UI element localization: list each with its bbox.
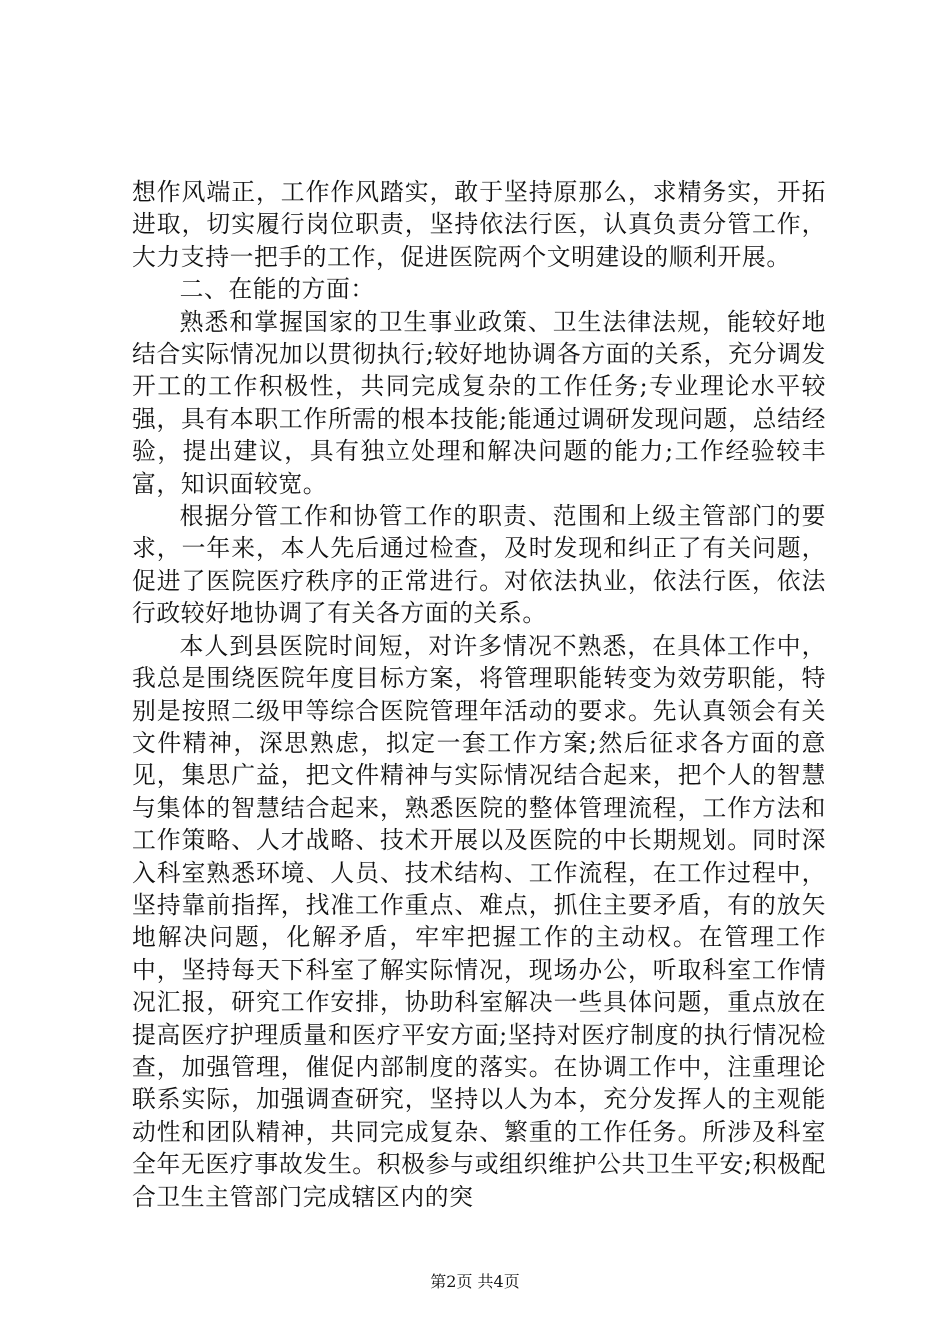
paragraph-duties: 根据分管工作和协管工作的职责、范围和上级主管部门的要求，一年来，本人先后通过检查，及时发现和纠正了有关问题，促进了医院医疗秩序的正常进行。对依法执业，依法行医，依法行政较好地协调了有关各方面的关系。 (132, 502, 826, 628)
page-number-footer: 第2页 共4页 (430, 1272, 520, 1291)
paragraph-ability: 熟悉和掌握国家的卫生事业政策、卫生法律法规，能较好地结合实际情况加以贯彻执行;较好地协调各方面的关系，充分调发开工的工作积极性，共同完成复杂的工作任务;专业理论水平较强，具有本职工作所需的根本技能;能通过调研发现问题，总结经验，提出建议，具有独立处理和解决问题的能力;工作经验较丰富，知识面较宽。 (132, 307, 826, 498)
paragraph-work-summary: 本人到县医院时间短，对许多情况不熟悉，在具体工作中，我总是围绕医院年度目标方案，将管理职能转变为效劳职能，特别是按照二级甲等综合医院管理年活动的要求。先认真领会有关文件精神，深思熟虑，拟定一套工作方案;然后征求各方面的意见，集思广益，把文件精神与实际情况结合起来，把个人的智慧与集体的智慧结合起来，熟悉医院的整体管理流程，工作方法和工作策略、人才战略、技术开展以及医院的中长期规划。同时深入科室熟悉环境、人员、技术结构、工作流程，在工作过程中，坚持靠前指挥，找准工作重点、难点，抓住主要矛盾，有的放矢地解决问题，化解矛盾，牢牢把握工作的主动权。在管理工作中，坚持每天下科室了解实际情况，现场办公，听取科室工作情况汇报，研究工作安排，协助科室解决一些具体问题，重点放在提高医疗护理质量和医疗平安方面;坚持对医疗制度的执行情况检查，加强管理，催促内部制度的落实。在协调工作中，注重理论联系实际，加强调查研究，坚持以人为本，充分发挥人的主观能动性和团队精神，共同完成复杂、繁重的工作任务。所涉及科室全年无医疗事故发生。积极参与或组织维护公共卫生平安;积极配合卫生主管部门完成辖区内的突 (132, 631, 826, 1211)
section-heading-ability: 二、在能的方面： (179, 275, 375, 304)
paragraph-continuation: 想作风端正，工作作风踏实，敢于坚持原那么，求精务实，开拓进取，切实履行岗位职责，坚持依法行医，认真负责分管工作，大力支持一把手的工作，促进医院两个文明建设的顺利开展。 (132, 178, 826, 271)
document-body (132, 176, 826, 1213)
